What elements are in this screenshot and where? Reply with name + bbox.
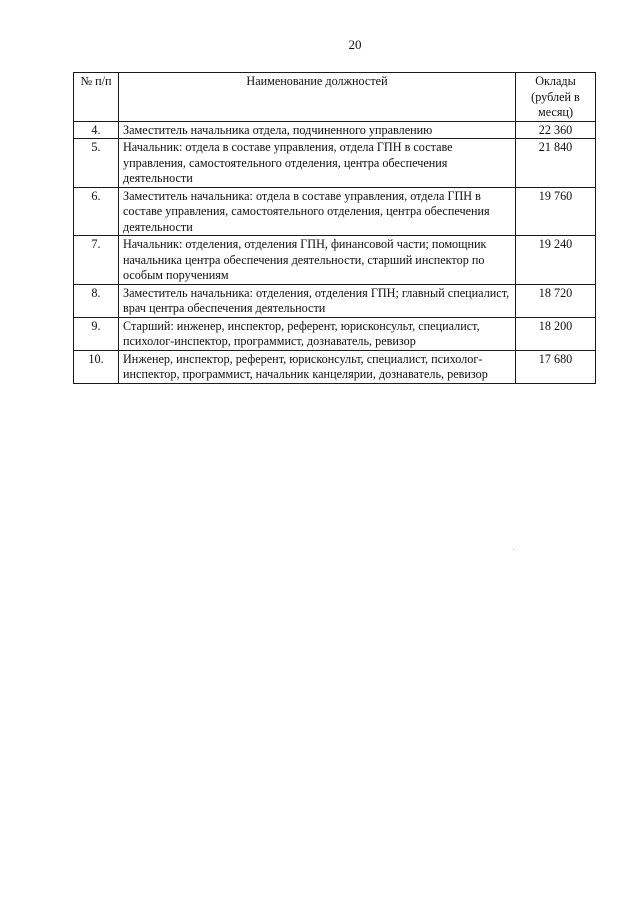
- table-header-row: [74, 73, 596, 122]
- page-number: 20: [348, 37, 362, 52]
- row-number: 10.: [74, 350, 119, 383]
- header-position-name: Наименование должностей: [119, 73, 516, 122]
- row-position-name: Старший: инженер, инспектор, референт, юрисконсульт, специалист, психолог-инспектор, программист, дознаватель, ревизор: [119, 317, 516, 350]
- row-number: 8.: [74, 284, 119, 317]
- row-number: 7.: [74, 236, 119, 285]
- table-row: [74, 317, 596, 350]
- row-number: 5.: [74, 139, 119, 188]
- table-row: [74, 284, 596, 317]
- row-position-name: Инженер, инспектор, референт, юрисконсульт, специалист, психолог-инспектор, программист, начальник канцелярии, дознаватель, ревизор: [119, 350, 516, 383]
- table-row: [74, 187, 596, 236]
- row-number: 6.: [74, 187, 119, 236]
- row-number: 4.: [74, 121, 119, 139]
- salary-table: [73, 72, 596, 384]
- row-salary: 18 200: [516, 317, 596, 350]
- row-position-name: Заместитель начальника: отдела в составе управления, отдела ГПН в составе управления, самостоятельного отделения, центра обеспечения деятельности: [119, 187, 516, 236]
- row-salary: 18 720: [516, 284, 596, 317]
- row-position-name: Заместитель начальника: отделения, отделения ГПН; главный специалист, врач центра обеспечения деятельности: [119, 284, 516, 317]
- header-number: № п/п: [74, 73, 119, 122]
- row-salary: 17 680: [516, 350, 596, 383]
- row-salary: 19 760: [516, 187, 596, 236]
- header-salary: Оклады (рублей в месяц): [516, 73, 596, 122]
- row-salary: 21 840: [516, 139, 596, 188]
- table-row: [74, 350, 596, 383]
- row-position-name: Начальник: отдела в составе управления, отдела ГПН в составе управления, самостоятельного отделения, центра обеспечения деятельности: [119, 139, 516, 188]
- row-number: 9.: [74, 317, 119, 350]
- row-position-name: Заместитель начальника отдела, подчиненного управлению: [119, 121, 516, 139]
- row-salary: 22 360: [516, 121, 596, 139]
- row-salary: 19 240: [516, 236, 596, 285]
- row-position-name: Начальник: отделения, отделения ГПН, финансовой части; помощник начальника центра обеспечения деятельности, старший инспектор по особым поручениям: [119, 236, 516, 285]
- table-row: [74, 139, 596, 188]
- scan-speck: [513, 549, 514, 550]
- table-row: [74, 121, 596, 139]
- table-row: [74, 236, 596, 285]
